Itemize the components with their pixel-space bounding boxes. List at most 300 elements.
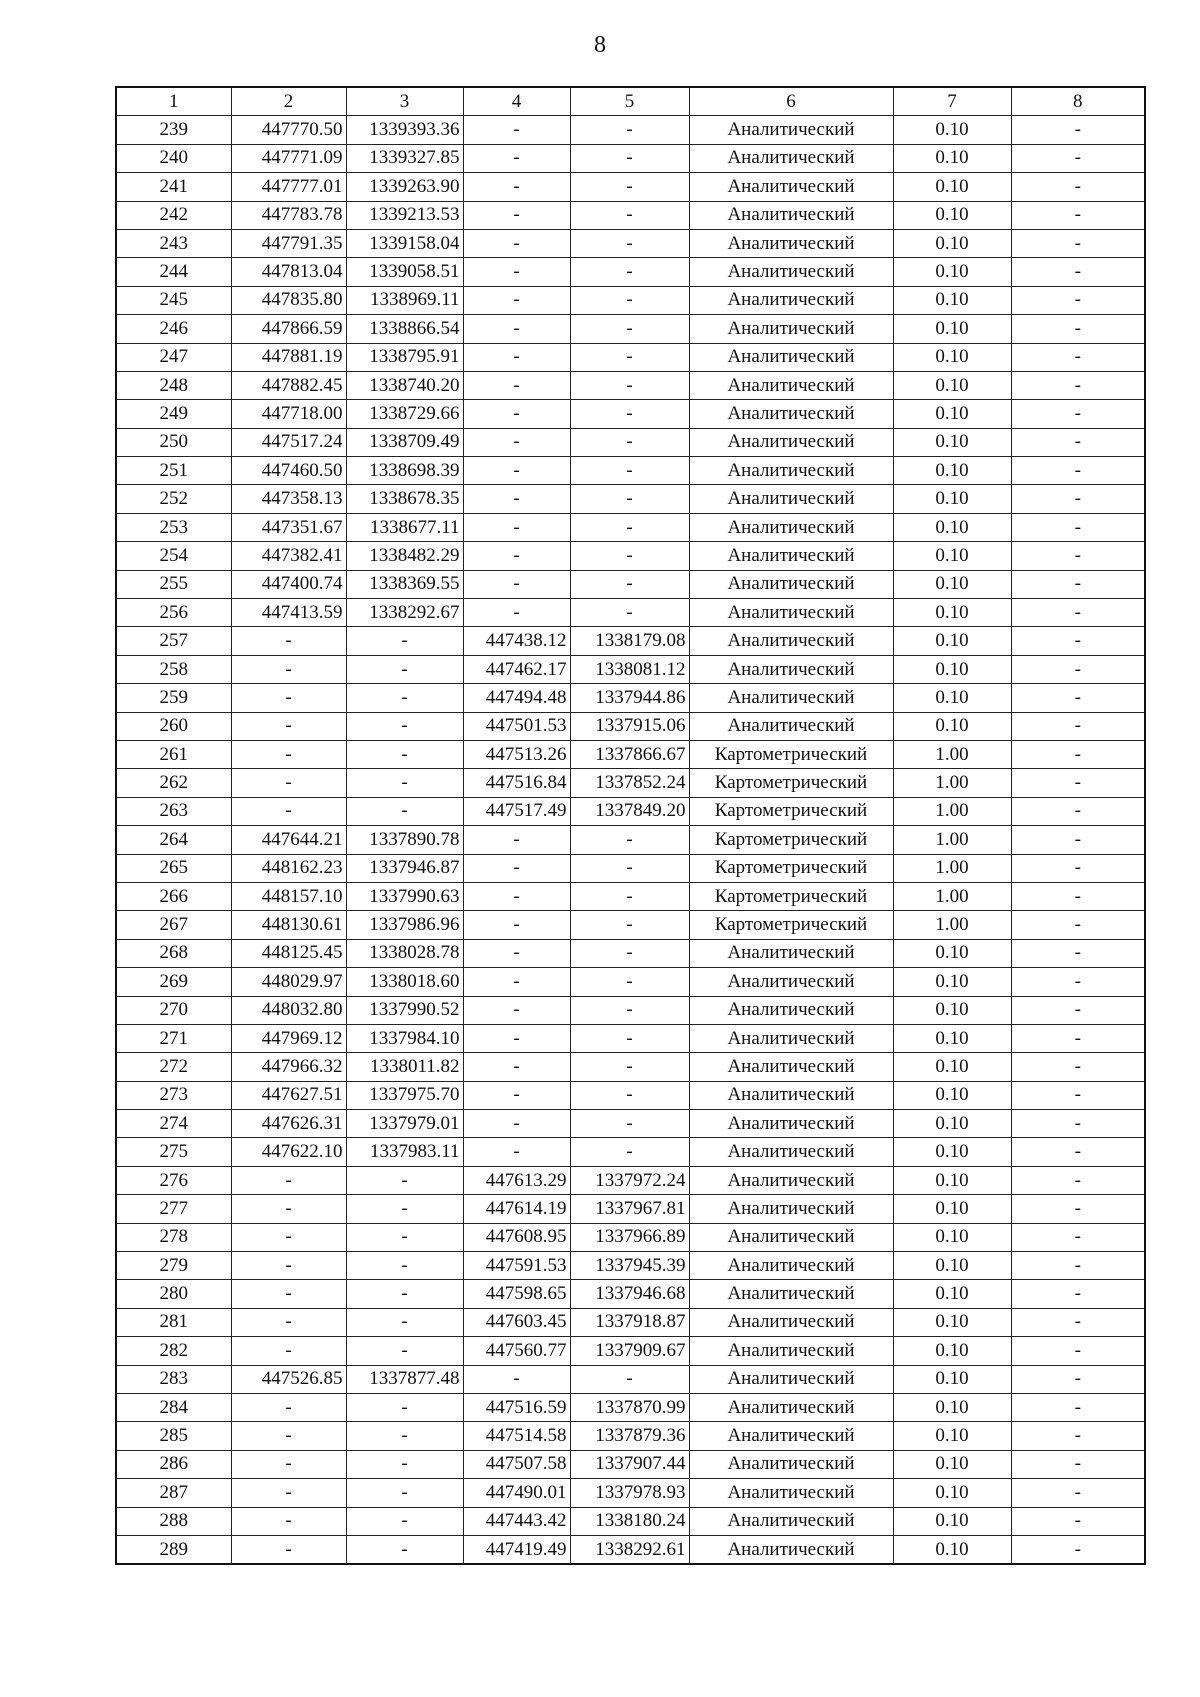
- y-new-cell: 1337870.99: [570, 1393, 689, 1421]
- point-number-cell: 288: [116, 1507, 231, 1535]
- point-number-cell: 282: [116, 1337, 231, 1365]
- x-new-cell: -: [463, 1110, 570, 1138]
- x-new-cell: 447419.49: [463, 1535, 570, 1564]
- y-new-cell: -: [570, 144, 689, 172]
- description-cell: -: [1011, 1308, 1145, 1336]
- point-number-cell: 265: [116, 854, 231, 882]
- y-existing-cell: 1338028.78: [346, 939, 463, 967]
- x-new-cell: -: [463, 428, 570, 456]
- accuracy-cell: 1.00: [893, 826, 1011, 854]
- point-number-cell: 255: [116, 570, 231, 598]
- table-row: [116, 996, 1145, 1024]
- x-existing-cell: -: [231, 1479, 346, 1507]
- point-number-cell: 274: [116, 1110, 231, 1138]
- y-existing-cell: -: [346, 1450, 463, 1478]
- y-existing-cell: 1339158.04: [346, 229, 463, 257]
- x-new-cell: -: [463, 1053, 570, 1081]
- x-existing-cell: 447866.59: [231, 315, 346, 343]
- y-existing-cell: -: [346, 1280, 463, 1308]
- y-new-cell: -: [570, 457, 689, 485]
- description-cell: -: [1011, 1166, 1145, 1194]
- method-cell: Аналитический: [689, 457, 893, 485]
- y-existing-cell: -: [346, 769, 463, 797]
- x-new-cell: 447613.29: [463, 1166, 570, 1194]
- description-cell: -: [1011, 1365, 1145, 1393]
- x-new-cell: 447513.26: [463, 740, 570, 768]
- x-new-cell: -: [463, 1081, 570, 1109]
- table-row: [116, 1053, 1145, 1081]
- table-row: [116, 570, 1145, 598]
- table-row: [116, 428, 1145, 456]
- method-cell: Картометрический: [689, 740, 893, 768]
- method-cell: Аналитический: [689, 968, 893, 996]
- y-existing-cell: 1339213.53: [346, 201, 463, 229]
- y-new-cell: -: [570, 315, 689, 343]
- y-existing-cell: -: [346, 1337, 463, 1365]
- description-cell: -: [1011, 1223, 1145, 1251]
- accuracy-cell: 0.10: [893, 315, 1011, 343]
- x-new-cell: 447608.95: [463, 1223, 570, 1251]
- x-existing-cell: 447882.45: [231, 371, 346, 399]
- y-existing-cell: 1338709.49: [346, 428, 463, 456]
- y-new-cell: -: [570, 201, 689, 229]
- y-new-cell: -: [570, 1365, 689, 1393]
- y-existing-cell: 1337983.11: [346, 1138, 463, 1166]
- description-cell: -: [1011, 1195, 1145, 1223]
- x-existing-cell: 447813.04: [231, 258, 346, 286]
- description-cell: -: [1011, 1138, 1145, 1166]
- table-row: [116, 1479, 1145, 1507]
- x-new-cell: 447560.77: [463, 1337, 570, 1365]
- point-number-cell: 271: [116, 1024, 231, 1052]
- y-new-cell: 1338179.08: [570, 627, 689, 655]
- x-existing-cell: 447966.32: [231, 1053, 346, 1081]
- method-cell: Аналитический: [689, 371, 893, 399]
- y-new-cell: -: [570, 542, 689, 570]
- table-header-row: [116, 87, 1145, 116]
- description-cell: -: [1011, 655, 1145, 683]
- table-row: [116, 1166, 1145, 1194]
- x-new-cell: 447514.58: [463, 1422, 570, 1450]
- x-new-cell: -: [463, 258, 570, 286]
- method-cell: Аналитический: [689, 1166, 893, 1194]
- y-existing-cell: 1338698.39: [346, 457, 463, 485]
- table-row: [116, 1393, 1145, 1421]
- x-existing-cell: -: [231, 1337, 346, 1365]
- table-row: [116, 1365, 1145, 1393]
- point-number-cell: 254: [116, 542, 231, 570]
- x-new-cell: 447494.48: [463, 684, 570, 712]
- y-existing-cell: -: [346, 1223, 463, 1251]
- y-new-cell: 1337852.24: [570, 769, 689, 797]
- point-number-cell: 261: [116, 740, 231, 768]
- accuracy-cell: 0.10: [893, 1535, 1011, 1564]
- column-header: 2: [231, 87, 346, 116]
- method-cell: Аналитический: [689, 428, 893, 456]
- description-cell: -: [1011, 1535, 1145, 1564]
- table-row: [116, 968, 1145, 996]
- method-cell: Аналитический: [689, 1252, 893, 1280]
- y-new-cell: 1337946.68: [570, 1280, 689, 1308]
- y-existing-cell: 1338011.82: [346, 1053, 463, 1081]
- accuracy-cell: 1.00: [893, 911, 1011, 939]
- description-cell: -: [1011, 1280, 1145, 1308]
- method-cell: Аналитический: [689, 1195, 893, 1223]
- accuracy-cell: 0.10: [893, 1507, 1011, 1535]
- y-existing-cell: 1338969.11: [346, 286, 463, 314]
- x-new-cell: -: [463, 315, 570, 343]
- y-existing-cell: -: [346, 1195, 463, 1223]
- x-new-cell: -: [463, 542, 570, 570]
- point-number-cell: 260: [116, 712, 231, 740]
- description-cell: -: [1011, 1507, 1145, 1535]
- table-row: [116, 485, 1145, 513]
- y-new-cell: 1337944.86: [570, 684, 689, 712]
- point-number-cell: 284: [116, 1393, 231, 1421]
- y-new-cell: 1338292.61: [570, 1535, 689, 1564]
- accuracy-cell: 0.10: [893, 229, 1011, 257]
- table-body: [116, 116, 1145, 1564]
- table-row: [116, 258, 1145, 286]
- x-new-cell: 447517.49: [463, 797, 570, 825]
- accuracy-cell: 0.10: [893, 570, 1011, 598]
- x-new-cell: -: [463, 1138, 570, 1166]
- y-new-cell: 1337907.44: [570, 1450, 689, 1478]
- x-new-cell: -: [463, 911, 570, 939]
- y-new-cell: -: [570, 428, 689, 456]
- x-existing-cell: 447400.74: [231, 570, 346, 598]
- description-cell: -: [1011, 201, 1145, 229]
- method-cell: Аналитический: [689, 1280, 893, 1308]
- x-new-cell: -: [463, 485, 570, 513]
- table-row: [116, 1110, 1145, 1138]
- method-cell: Картометрический: [689, 882, 893, 910]
- x-existing-cell: 447413.59: [231, 599, 346, 627]
- description-cell: -: [1011, 343, 1145, 371]
- x-new-cell: -: [463, 882, 570, 910]
- x-existing-cell: -: [231, 712, 346, 740]
- accuracy-cell: 0.10: [893, 513, 1011, 541]
- table-row: [116, 911, 1145, 939]
- y-existing-cell: -: [346, 712, 463, 740]
- x-existing-cell: -: [231, 1393, 346, 1421]
- table-row: [116, 939, 1145, 967]
- method-cell: Аналитический: [689, 229, 893, 257]
- point-number-cell: 258: [116, 655, 231, 683]
- accuracy-cell: 0.10: [893, 684, 1011, 712]
- point-number-cell: 253: [116, 513, 231, 541]
- table-row: [116, 712, 1145, 740]
- point-number-cell: 269: [116, 968, 231, 996]
- description-cell: -: [1011, 173, 1145, 201]
- x-new-cell: -: [463, 826, 570, 854]
- method-cell: Аналитический: [689, 1365, 893, 1393]
- method-cell: Аналитический: [689, 1081, 893, 1109]
- y-new-cell: -: [570, 599, 689, 627]
- y-new-cell: 1337918.87: [570, 1308, 689, 1336]
- x-existing-cell: -: [231, 797, 346, 825]
- column-header: 7: [893, 87, 1011, 116]
- y-new-cell: -: [570, 1081, 689, 1109]
- description-cell: -: [1011, 826, 1145, 854]
- x-existing-cell: -: [231, 1223, 346, 1251]
- x-existing-cell: 448130.61: [231, 911, 346, 939]
- table-row: [116, 1195, 1145, 1223]
- table-row: [116, 542, 1145, 570]
- accuracy-cell: 0.10: [893, 343, 1011, 371]
- method-cell: Аналитический: [689, 684, 893, 712]
- accuracy-cell: 0.10: [893, 1479, 1011, 1507]
- point-number-cell: 275: [116, 1138, 231, 1166]
- method-cell: Аналитический: [689, 570, 893, 598]
- point-number-cell: 287: [116, 1479, 231, 1507]
- description-cell: -: [1011, 144, 1145, 172]
- description-cell: -: [1011, 1081, 1145, 1109]
- y-new-cell: 1337909.67: [570, 1337, 689, 1365]
- y-new-cell: -: [570, 1110, 689, 1138]
- accuracy-cell: 1.00: [893, 854, 1011, 882]
- table-row: [116, 740, 1145, 768]
- y-new-cell: -: [570, 116, 689, 144]
- x-existing-cell: 447644.21: [231, 826, 346, 854]
- x-new-cell: 447516.59: [463, 1393, 570, 1421]
- accuracy-cell: 0.10: [893, 1081, 1011, 1109]
- x-existing-cell: -: [231, 1195, 346, 1223]
- x-existing-cell: 448125.45: [231, 939, 346, 967]
- point-number-cell: 268: [116, 939, 231, 967]
- point-number-cell: 257: [116, 627, 231, 655]
- y-new-cell: -: [570, 485, 689, 513]
- point-number-cell: 250: [116, 428, 231, 456]
- description-cell: -: [1011, 1422, 1145, 1450]
- accuracy-cell: 0.10: [893, 400, 1011, 428]
- description-cell: -: [1011, 797, 1145, 825]
- point-number-cell: 251: [116, 457, 231, 485]
- accuracy-cell: 0.10: [893, 542, 1011, 570]
- y-existing-cell: -: [346, 740, 463, 768]
- table-row: [116, 684, 1145, 712]
- x-new-cell: -: [463, 400, 570, 428]
- y-existing-cell: 1339263.90: [346, 173, 463, 201]
- table-row: [116, 116, 1145, 144]
- table-row: [116, 343, 1145, 371]
- description-cell: -: [1011, 627, 1145, 655]
- y-existing-cell: -: [346, 627, 463, 655]
- column-header: 4: [463, 87, 570, 116]
- x-existing-cell: 447626.31: [231, 1110, 346, 1138]
- x-new-cell: -: [463, 996, 570, 1024]
- method-cell: Аналитический: [689, 1479, 893, 1507]
- y-existing-cell: -: [346, 1535, 463, 1564]
- point-number-cell: 264: [116, 826, 231, 854]
- accuracy-cell: 0.10: [893, 428, 1011, 456]
- y-existing-cell: 1338369.55: [346, 570, 463, 598]
- method-cell: Аналитический: [689, 1507, 893, 1535]
- method-cell: Картометрический: [689, 911, 893, 939]
- method-cell: Аналитический: [689, 286, 893, 314]
- y-new-cell: -: [570, 286, 689, 314]
- x-existing-cell: -: [231, 1507, 346, 1535]
- x-existing-cell: -: [231, 1535, 346, 1564]
- y-new-cell: -: [570, 996, 689, 1024]
- y-new-cell: 1337978.93: [570, 1479, 689, 1507]
- table-row: [116, 1280, 1145, 1308]
- description-cell: -: [1011, 684, 1145, 712]
- accuracy-cell: 0.10: [893, 371, 1011, 399]
- description-cell: -: [1011, 400, 1145, 428]
- table-row: [116, 1450, 1145, 1478]
- accuracy-cell: 1.00: [893, 882, 1011, 910]
- y-new-cell: -: [570, 173, 689, 201]
- x-existing-cell: 447835.80: [231, 286, 346, 314]
- y-existing-cell: 1337946.87: [346, 854, 463, 882]
- x-existing-cell: 448029.97: [231, 968, 346, 996]
- y-new-cell: 1337972.24: [570, 1166, 689, 1194]
- method-cell: Аналитический: [689, 1422, 893, 1450]
- table-row: [116, 1535, 1145, 1564]
- method-cell: Аналитический: [689, 485, 893, 513]
- description-cell: -: [1011, 1450, 1145, 1478]
- table-row: [116, 769, 1145, 797]
- y-existing-cell: -: [346, 1252, 463, 1280]
- method-cell: Аналитический: [689, 939, 893, 967]
- x-new-cell: -: [463, 854, 570, 882]
- y-existing-cell: -: [346, 797, 463, 825]
- accuracy-cell: 0.10: [893, 457, 1011, 485]
- y-new-cell: 1338081.12: [570, 655, 689, 683]
- x-existing-cell: -: [231, 1422, 346, 1450]
- accuracy-cell: 0.10: [893, 258, 1011, 286]
- method-cell: Аналитический: [689, 1138, 893, 1166]
- method-cell: Аналитический: [689, 1337, 893, 1365]
- description-cell: -: [1011, 229, 1145, 257]
- description-cell: -: [1011, 258, 1145, 286]
- method-cell: Аналитический: [689, 144, 893, 172]
- x-existing-cell: -: [231, 1308, 346, 1336]
- x-new-cell: -: [463, 939, 570, 967]
- description-cell: -: [1011, 996, 1145, 1024]
- description-cell: -: [1011, 911, 1145, 939]
- description-cell: -: [1011, 712, 1145, 740]
- x-new-cell: 447501.53: [463, 712, 570, 740]
- table-row: [116, 1138, 1145, 1166]
- x-existing-cell: 448032.80: [231, 996, 346, 1024]
- x-new-cell: 447507.58: [463, 1450, 570, 1478]
- x-existing-cell: 447791.35: [231, 229, 346, 257]
- table-row: [116, 599, 1145, 627]
- table-row: [116, 627, 1145, 655]
- point-number-cell: 247: [116, 343, 231, 371]
- point-number-cell: 246: [116, 315, 231, 343]
- y-new-cell: -: [570, 1053, 689, 1081]
- point-number-cell: 259: [116, 684, 231, 712]
- x-new-cell: 447516.84: [463, 769, 570, 797]
- x-new-cell: -: [463, 229, 570, 257]
- accuracy-cell: 0.10: [893, 116, 1011, 144]
- description-cell: -: [1011, 854, 1145, 882]
- accuracy-cell: 0.10: [893, 627, 1011, 655]
- x-existing-cell: -: [231, 1450, 346, 1478]
- point-number-cell: 248: [116, 371, 231, 399]
- description-cell: -: [1011, 769, 1145, 797]
- method-cell: Аналитический: [689, 1450, 893, 1478]
- table-row: [116, 286, 1145, 314]
- method-cell: Аналитический: [689, 400, 893, 428]
- y-existing-cell: -: [346, 1166, 463, 1194]
- table-row: [116, 826, 1145, 854]
- accuracy-cell: 0.10: [893, 1223, 1011, 1251]
- x-existing-cell: -: [231, 1280, 346, 1308]
- accuracy-cell: 0.10: [893, 996, 1011, 1024]
- x-new-cell: 447438.12: [463, 627, 570, 655]
- x-new-cell: 447443.42: [463, 1507, 570, 1535]
- y-new-cell: 1337866.67: [570, 740, 689, 768]
- x-existing-cell: -: [231, 740, 346, 768]
- x-new-cell: 447462.17: [463, 655, 570, 683]
- point-number-cell: 281: [116, 1308, 231, 1336]
- x-existing-cell: 447783.78: [231, 201, 346, 229]
- y-existing-cell: 1337975.70: [346, 1081, 463, 1109]
- table-row: [116, 1337, 1145, 1365]
- column-header: 6: [689, 87, 893, 116]
- method-cell: Аналитический: [689, 201, 893, 229]
- point-number-cell: 278: [116, 1223, 231, 1251]
- point-number-cell: 267: [116, 911, 231, 939]
- method-cell: Аналитический: [689, 173, 893, 201]
- y-existing-cell: 1338795.91: [346, 343, 463, 371]
- table-row: [116, 400, 1145, 428]
- x-existing-cell: 447969.12: [231, 1024, 346, 1052]
- x-existing-cell: 447517.24: [231, 428, 346, 456]
- x-new-cell: -: [463, 116, 570, 144]
- description-cell: -: [1011, 513, 1145, 541]
- y-existing-cell: -: [346, 1308, 463, 1336]
- description-cell: -: [1011, 740, 1145, 768]
- x-existing-cell: 447382.41: [231, 542, 346, 570]
- table-row: [116, 229, 1145, 257]
- accuracy-cell: 0.10: [893, 655, 1011, 683]
- description-cell: -: [1011, 1024, 1145, 1052]
- y-new-cell: 1337967.81: [570, 1195, 689, 1223]
- point-number-cell: 270: [116, 996, 231, 1024]
- x-existing-cell: -: [231, 1166, 346, 1194]
- x-existing-cell: 447622.10: [231, 1138, 346, 1166]
- x-new-cell: -: [463, 968, 570, 996]
- point-number-cell: 252: [116, 485, 231, 513]
- x-existing-cell: 447358.13: [231, 485, 346, 513]
- y-new-cell: -: [570, 968, 689, 996]
- point-number-cell: 244: [116, 258, 231, 286]
- y-new-cell: -: [570, 854, 689, 882]
- x-new-cell: -: [463, 144, 570, 172]
- accuracy-cell: 0.10: [893, 1024, 1011, 1052]
- y-existing-cell: 1339327.85: [346, 144, 463, 172]
- point-number-cell: 241: [116, 173, 231, 201]
- y-new-cell: -: [570, 1024, 689, 1052]
- x-existing-cell: -: [231, 627, 346, 655]
- point-number-cell: 249: [116, 400, 231, 428]
- accuracy-cell: 0.10: [893, 599, 1011, 627]
- y-existing-cell: 1338866.54: [346, 315, 463, 343]
- method-cell: Аналитический: [689, 513, 893, 541]
- y-existing-cell: -: [346, 1479, 463, 1507]
- method-cell: Аналитический: [689, 599, 893, 627]
- description-cell: -: [1011, 1479, 1145, 1507]
- accuracy-cell: 0.10: [893, 1110, 1011, 1138]
- y-existing-cell: 1338740.20: [346, 371, 463, 399]
- x-existing-cell: 447526.85: [231, 1365, 346, 1393]
- method-cell: Аналитический: [689, 1110, 893, 1138]
